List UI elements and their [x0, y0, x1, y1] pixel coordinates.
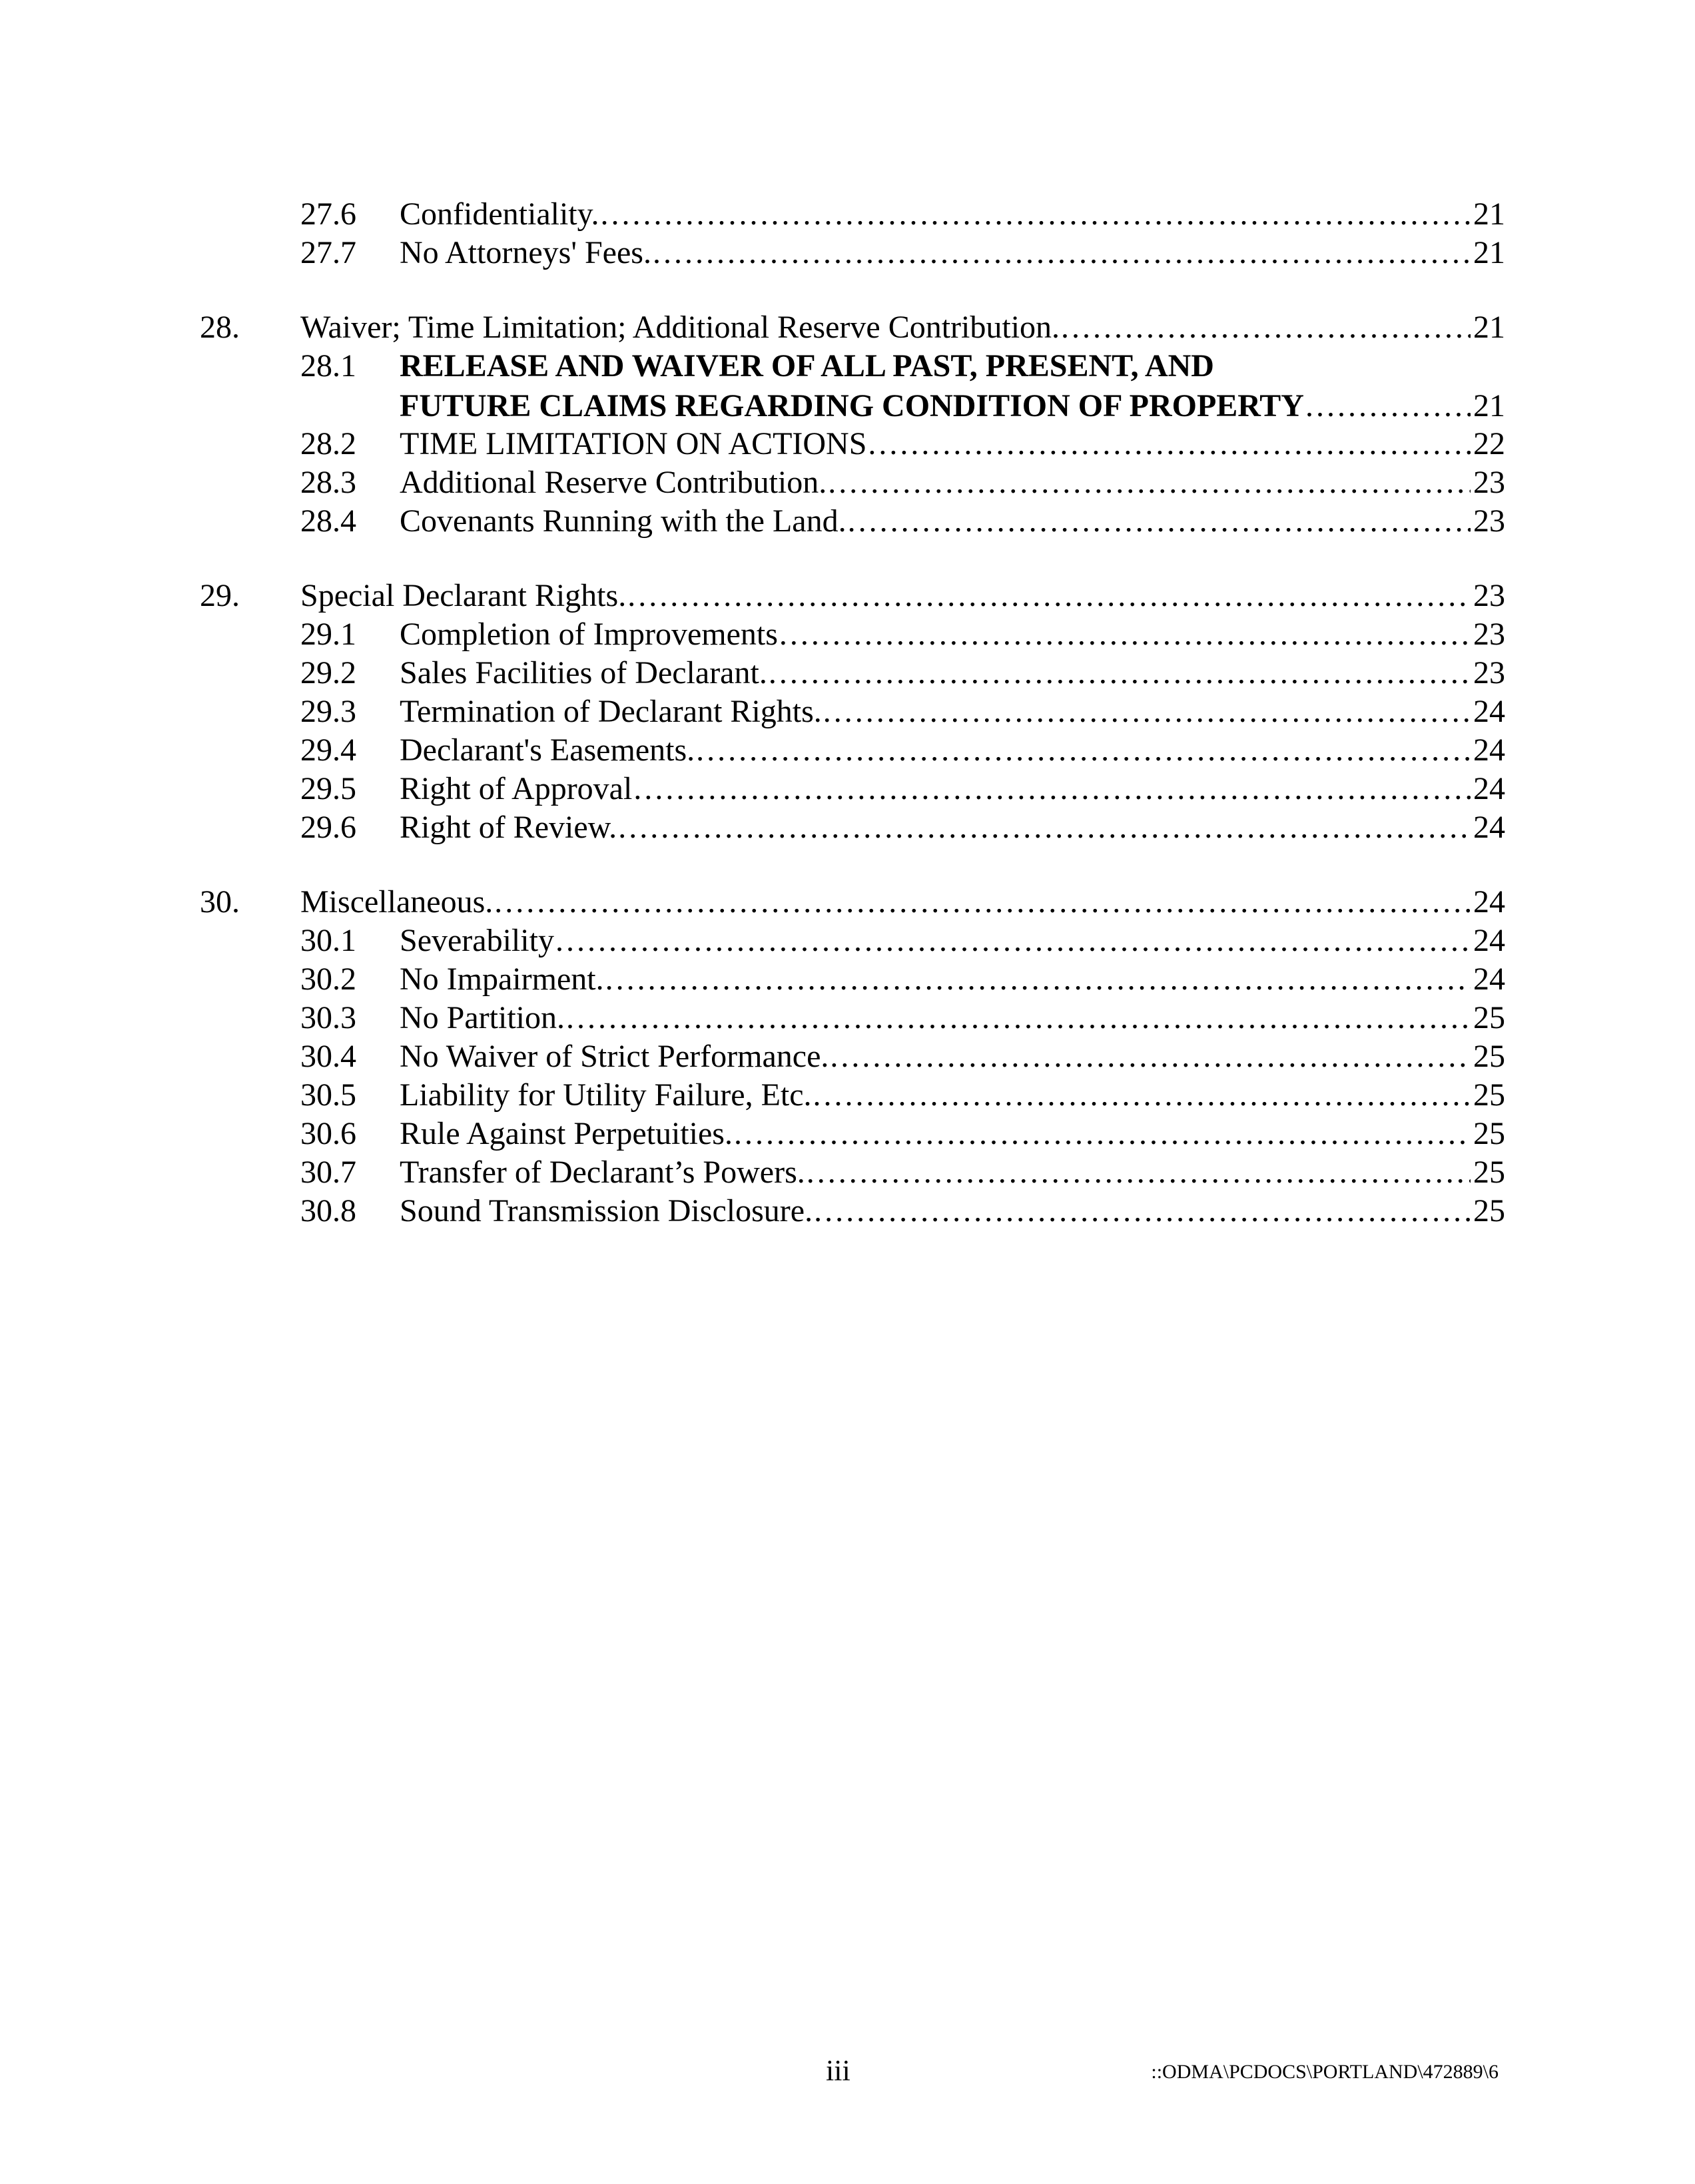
toc-title: Severability: [400, 923, 554, 958]
toc-entry-text: [400, 194, 1505, 234]
toc-page: 23: [1473, 578, 1505, 613]
toc-title: Special Declarant Rights.: [300, 578, 627, 613]
toc-title: Confidentiality.: [400, 196, 599, 232]
toc-page: 25: [1473, 1077, 1505, 1113]
toc-entry-30-6[interactable]: [0, 1114, 1695, 1154]
toc-number: 28.: [200, 310, 240, 345]
toc-entry-30-1[interactable]: [0, 921, 1695, 961]
toc-title: Right of Review.: [400, 810, 617, 845]
toc-entry-30-3[interactable]: [0, 998, 1695, 1038]
toc-entry-text: [400, 463, 1505, 503]
toc-page: 24: [1473, 810, 1505, 845]
toc-title: No Impairment.: [400, 961, 604, 997]
toc-page: 24: [1473, 732, 1505, 768]
toc-title: Transfer of Declarant’s Powers.: [400, 1155, 805, 1190]
toc-title-line-2: FUTURE CLAIMS REGARDING CONDITION OF PROPERTY: [400, 388, 1304, 423]
toc-page: 24: [1473, 884, 1505, 920]
toc-page: 21: [1473, 310, 1505, 345]
toc-page: 24: [1473, 961, 1505, 997]
toc-title-line-1: RELEASE AND WAIVER OF ALL PAST, PRESENT, AND: [400, 348, 1214, 384]
toc-title: Termination of Declarant Rights.: [400, 694, 822, 729]
toc-number: 30.: [200, 884, 240, 920]
toc-section-28[interactable]: [0, 308, 1695, 348]
toc-page: 21: [1473, 196, 1505, 232]
toc-title: Sales Facilities of Declarant.: [400, 655, 767, 690]
toc-entry-text: [400, 1037, 1505, 1077]
toc-entry-text: [300, 882, 1505, 922]
toc-entry-text: [400, 233, 1505, 273]
toc-entry-text: [400, 615, 1505, 655]
toc-page: 24: [1473, 694, 1505, 729]
toc-entry-text: [400, 386, 1505, 426]
toc-title: Declarant's Easements.: [400, 732, 695, 768]
toc-title: Waiver; Time Limitation; Additional Reserve Contribution.: [300, 310, 1060, 345]
toc-page: 25: [1473, 1000, 1505, 1035]
toc-number: 29.2: [300, 655, 356, 690]
toc-title: TIME LIMITATION ON ACTIONS: [400, 426, 867, 461]
toc-entry-29-3[interactable]: [0, 692, 1695, 732]
toc-entry-30-4[interactable]: [0, 1037, 1695, 1077]
toc-number: 30.3: [300, 1000, 356, 1035]
toc-entry-29-4[interactable]: [0, 730, 1695, 770]
dot-leader: [696, 730, 1471, 770]
toc-page: 25: [1473, 1116, 1505, 1151]
toc-number: 28.4: [300, 503, 356, 539]
toc-number: 30.2: [300, 961, 356, 997]
toc-entry-text: [400, 1075, 1505, 1115]
dot-leader: [555, 921, 1471, 961]
dot-leader: [1305, 386, 1471, 426]
toc-entry-28-1[interactable]: [0, 346, 1695, 386]
toc-page: 23: [1473, 465, 1505, 500]
toc-entry-29-6[interactable]: [0, 808, 1695, 848]
dot-leader: [601, 194, 1471, 234]
toc-entry-text: [400, 921, 1505, 961]
toc-number: 28.3: [300, 465, 356, 500]
toc-title: Sound Transmission Disclosure.: [400, 1193, 813, 1228]
toc-entry-28-4[interactable]: [0, 501, 1695, 541]
toc-entry-text: [400, 769, 1505, 809]
toc-entry-29-2[interactable]: [0, 653, 1695, 693]
toc-page: 25: [1473, 1155, 1505, 1190]
toc-number: 30.7: [300, 1155, 356, 1190]
dot-leader: [823, 692, 1471, 732]
toc-number: 29.3: [300, 694, 356, 729]
dot-leader: [653, 233, 1471, 273]
toc-entry-30-2[interactable]: [0, 959, 1695, 999]
dot-leader: [605, 959, 1471, 999]
toc-entry-text: [400, 1153, 1505, 1193]
toc-entry-text: [400, 424, 1505, 464]
toc-number: 28.1: [300, 348, 356, 384]
toc-entry-text: [400, 653, 1505, 693]
toc-entry-28-2[interactable]: [0, 424, 1695, 464]
toc-title: Right of Approval: [400, 771, 633, 806]
toc-title: Rule Against Perpetuities.: [400, 1116, 733, 1151]
dot-leader: [814, 1191, 1471, 1231]
toc-entry-30-5[interactable]: [0, 1075, 1695, 1115]
toc-page: 25: [1473, 1193, 1505, 1228]
dot-leader: [830, 1037, 1471, 1077]
toc-number: 29.: [200, 578, 240, 613]
toc-page: 22: [1473, 426, 1505, 461]
toc-number: 30.6: [300, 1116, 356, 1151]
toc-entry-text: [400, 730, 1505, 770]
toc-entry-29-1[interactable]: [0, 615, 1695, 655]
toc-entry-30-7[interactable]: [0, 1153, 1695, 1193]
toc-section-29[interactable]: [0, 576, 1695, 616]
toc-title: No Waiver of Strict Performance.: [400, 1039, 829, 1074]
toc-entry-28-3[interactable]: [0, 463, 1695, 503]
dot-leader: [779, 615, 1471, 655]
toc-entry-27-7[interactable]: [0, 233, 1695, 273]
dot-leader: [566, 998, 1471, 1038]
toc-title: Miscellaneous.: [300, 884, 494, 920]
toc-entry-28-1-cont[interactable]: [0, 386, 1695, 426]
toc-entry-text: [400, 1114, 1505, 1154]
dot-leader: [813, 1075, 1471, 1115]
toc-number: 27.7: [300, 235, 356, 270]
toc-number: 29.1: [300, 617, 356, 652]
toc-number: 30.4: [300, 1039, 356, 1074]
toc-page: 24: [1473, 771, 1505, 806]
toc-entry-text: [400, 959, 1505, 999]
toc-title: Covenants Running with the Land.: [400, 503, 847, 539]
toc-title: Additional Reserve Contribution.: [400, 465, 827, 500]
toc-page: 23: [1473, 617, 1505, 652]
toc-number: 30.1: [300, 923, 356, 958]
toc-page: 23: [1473, 655, 1505, 690]
toc-number: 28.2: [300, 426, 356, 461]
toc-entry-29-5[interactable]: [0, 769, 1695, 809]
toc-entry-text: [400, 998, 1505, 1038]
toc-number: 30.8: [300, 1193, 356, 1228]
dot-leader: [769, 653, 1471, 693]
dot-leader: [868, 424, 1471, 464]
toc-entry-text: [400, 692, 1505, 732]
toc-title: Completion of Improvements: [400, 617, 778, 652]
toc-entry-text: [300, 576, 1505, 616]
dot-leader: [848, 501, 1471, 541]
toc-entry-30-8[interactable]: [0, 1191, 1695, 1231]
toc-page: 24: [1473, 923, 1505, 958]
toc-number: 29.4: [300, 732, 356, 768]
dot-leader: [828, 463, 1471, 503]
toc-number: 27.6: [300, 196, 356, 232]
dot-leader: [627, 576, 1471, 616]
footer-page-number: iii: [826, 2054, 850, 2087]
toc-entry-text: [400, 1191, 1505, 1231]
toc-page: 21: [1473, 388, 1505, 423]
toc-entry-27-6[interactable]: [0, 194, 1695, 234]
toc-page: 21: [1473, 235, 1505, 270]
toc-title: No Partition.: [400, 1000, 565, 1035]
toc-title: Liability for Utility Failure, Etc.: [400, 1077, 812, 1113]
toc-number: 29.6: [300, 810, 356, 845]
toc-entry-text: [400, 501, 1505, 541]
toc-number: 30.5: [300, 1077, 356, 1113]
dot-leader: [494, 882, 1471, 922]
dot-leader: [618, 808, 1471, 848]
toc-title: No Attorneys' Fees.: [400, 235, 651, 270]
toc-entry-text: [400, 808, 1505, 848]
dot-leader: [734, 1114, 1471, 1154]
toc-section-30[interactable]: [0, 882, 1695, 922]
footer-document-path: ::ODMA\PCDOCS\PORTLAND\472889\6: [1151, 2061, 1499, 2083]
toc-number: 29.5: [300, 771, 356, 806]
dot-leader: [807, 1153, 1471, 1193]
dot-leader: [633, 769, 1471, 809]
toc-page: 23: [1473, 503, 1505, 539]
dot-leader: [1061, 308, 1471, 348]
toc-entry-text: [300, 308, 1505, 348]
toc-page: 25: [1473, 1039, 1505, 1074]
